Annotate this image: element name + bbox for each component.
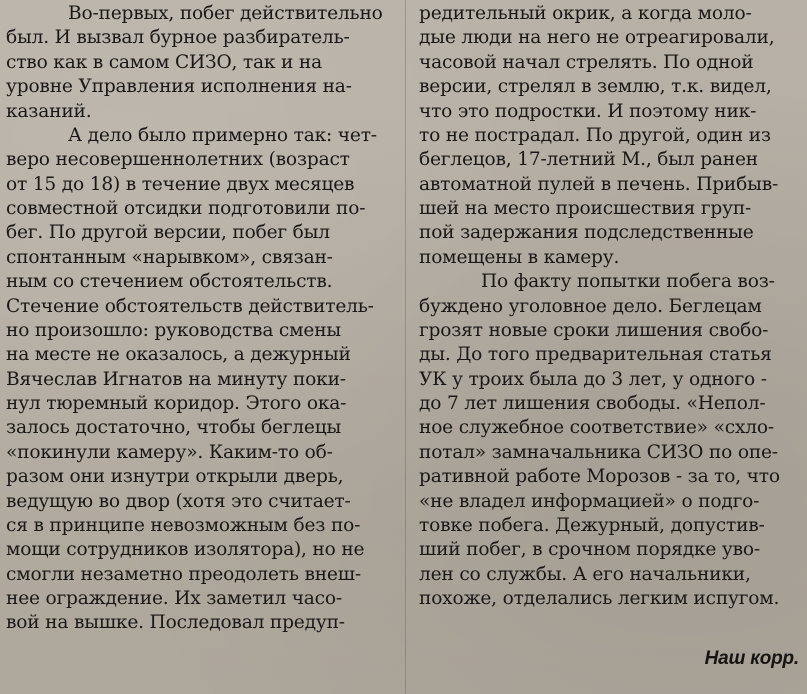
text-line: ды. До того предварительная статья (419, 344, 772, 366)
text-line: на месте не оказалось, а дежурный (6, 344, 351, 366)
text-line: Стечение обстоятельств действитель- (6, 295, 374, 317)
text-line: но произошло: руководства смены (6, 319, 341, 341)
text-line: УК у троих была до 3 лет, у одного - (419, 368, 767, 390)
text-line: «не владел информацией» о подго- (419, 490, 760, 512)
text-line: А дело было примерно так: чет- (68, 124, 377, 146)
text-line: помещены в камеру. (419, 246, 620, 268)
text-line: ным со стечением обстоятельств. (6, 271, 333, 293)
text-line: спонтанным «нарывком», связан- (6, 246, 333, 268)
text-line: бег. По другой версии, побег был (6, 222, 330, 244)
text-line: ший побег, в срочном порядке уво- (419, 539, 760, 561)
text-line: редительный окрик, а когда моло- (419, 3, 752, 24)
text-line: ведущую во двор (хотя это считает- (6, 490, 351, 512)
text-line: разом они изнутри открыли дверь, (6, 466, 344, 488)
text-line: похоже, отделались легким испугом. (419, 588, 780, 609)
text-line: шей на место происшествия груп- (419, 198, 752, 219)
text-line: веро несовершеннолетних (возраст (6, 149, 350, 171)
text-line: был. И вызвал бурное разбиратель- (6, 27, 350, 49)
text-line: ся в принципе невозможным без по- (6, 514, 361, 536)
text-line: что это подростки. И поэтому ник- (419, 100, 757, 122)
text-line: казаний. (6, 100, 92, 122)
column-divider (405, 0, 406, 694)
text-line: нее ограждение. Их заметил часо- (6, 588, 342, 609)
text-line: ство как в самом СИЗО, так и на (6, 51, 322, 73)
text-line: грозят новые сроки лишения свобо- (419, 319, 769, 341)
text-line: пой задержания подследственные (419, 222, 754, 244)
text-line: мощи сотрудников изолятора), но не (6, 539, 365, 561)
article-column-right (419, 2, 795, 611)
text-line: то не пострадал. По другой, один из (419, 124, 771, 146)
text-line: от 15 до 18) в течение двух месяцев (6, 173, 355, 195)
text-line: совместной отсидки подготовили по- (6, 198, 366, 219)
text-line: ративной работе Морозов - за то, что (419, 466, 780, 488)
author-signature: Наш корр. (704, 648, 799, 669)
text-line: автоматной пулей в печень. Прибыв- (419, 173, 779, 195)
text-line: потал» замначальника СИЗО по опе- (419, 441, 778, 463)
text-line: Во-первых, побег действительно (68, 3, 383, 24)
text-line: буждено уголовное дело. Беглецам (419, 295, 762, 317)
text-line: до 7 лет лишения свободы. «Непол- (419, 393, 766, 414)
text-line: беглецов, 17-летний М., был ранен (419, 149, 758, 171)
text-line: «покинули камеру». Каким-то об- (6, 441, 333, 463)
article-column-left (6, 2, 392, 636)
text-line: ное служебное соответствие» «схло- (419, 417, 774, 439)
text-line: смогли незаметно преодолеть внеш- (6, 563, 361, 585)
text-line: По факту попытки побега воз- (481, 271, 775, 293)
text-line: лен со службы. А его начальники, (419, 563, 751, 585)
text-line: нул тюремный коридор. Этого ока- (6, 393, 347, 414)
text-line: дые люди на него не отреагировали, (419, 27, 775, 49)
text-line: часовой начал стрелять. По одной (419, 51, 754, 73)
text-line: версии, стрелял в землю, т.к. видел, (419, 76, 772, 98)
text-line: уровне Управления исполнения на- (6, 76, 352, 98)
text-line: Вячеслав Игнатов на минуту поки- (6, 368, 346, 390)
text-line: товке побега. Дежурный, допустив- (419, 514, 765, 536)
text-line: вой на вышке. Последовал предуп- (6, 612, 345, 634)
text-line: залось достаточно, чтобы беглецы (6, 417, 342, 439)
